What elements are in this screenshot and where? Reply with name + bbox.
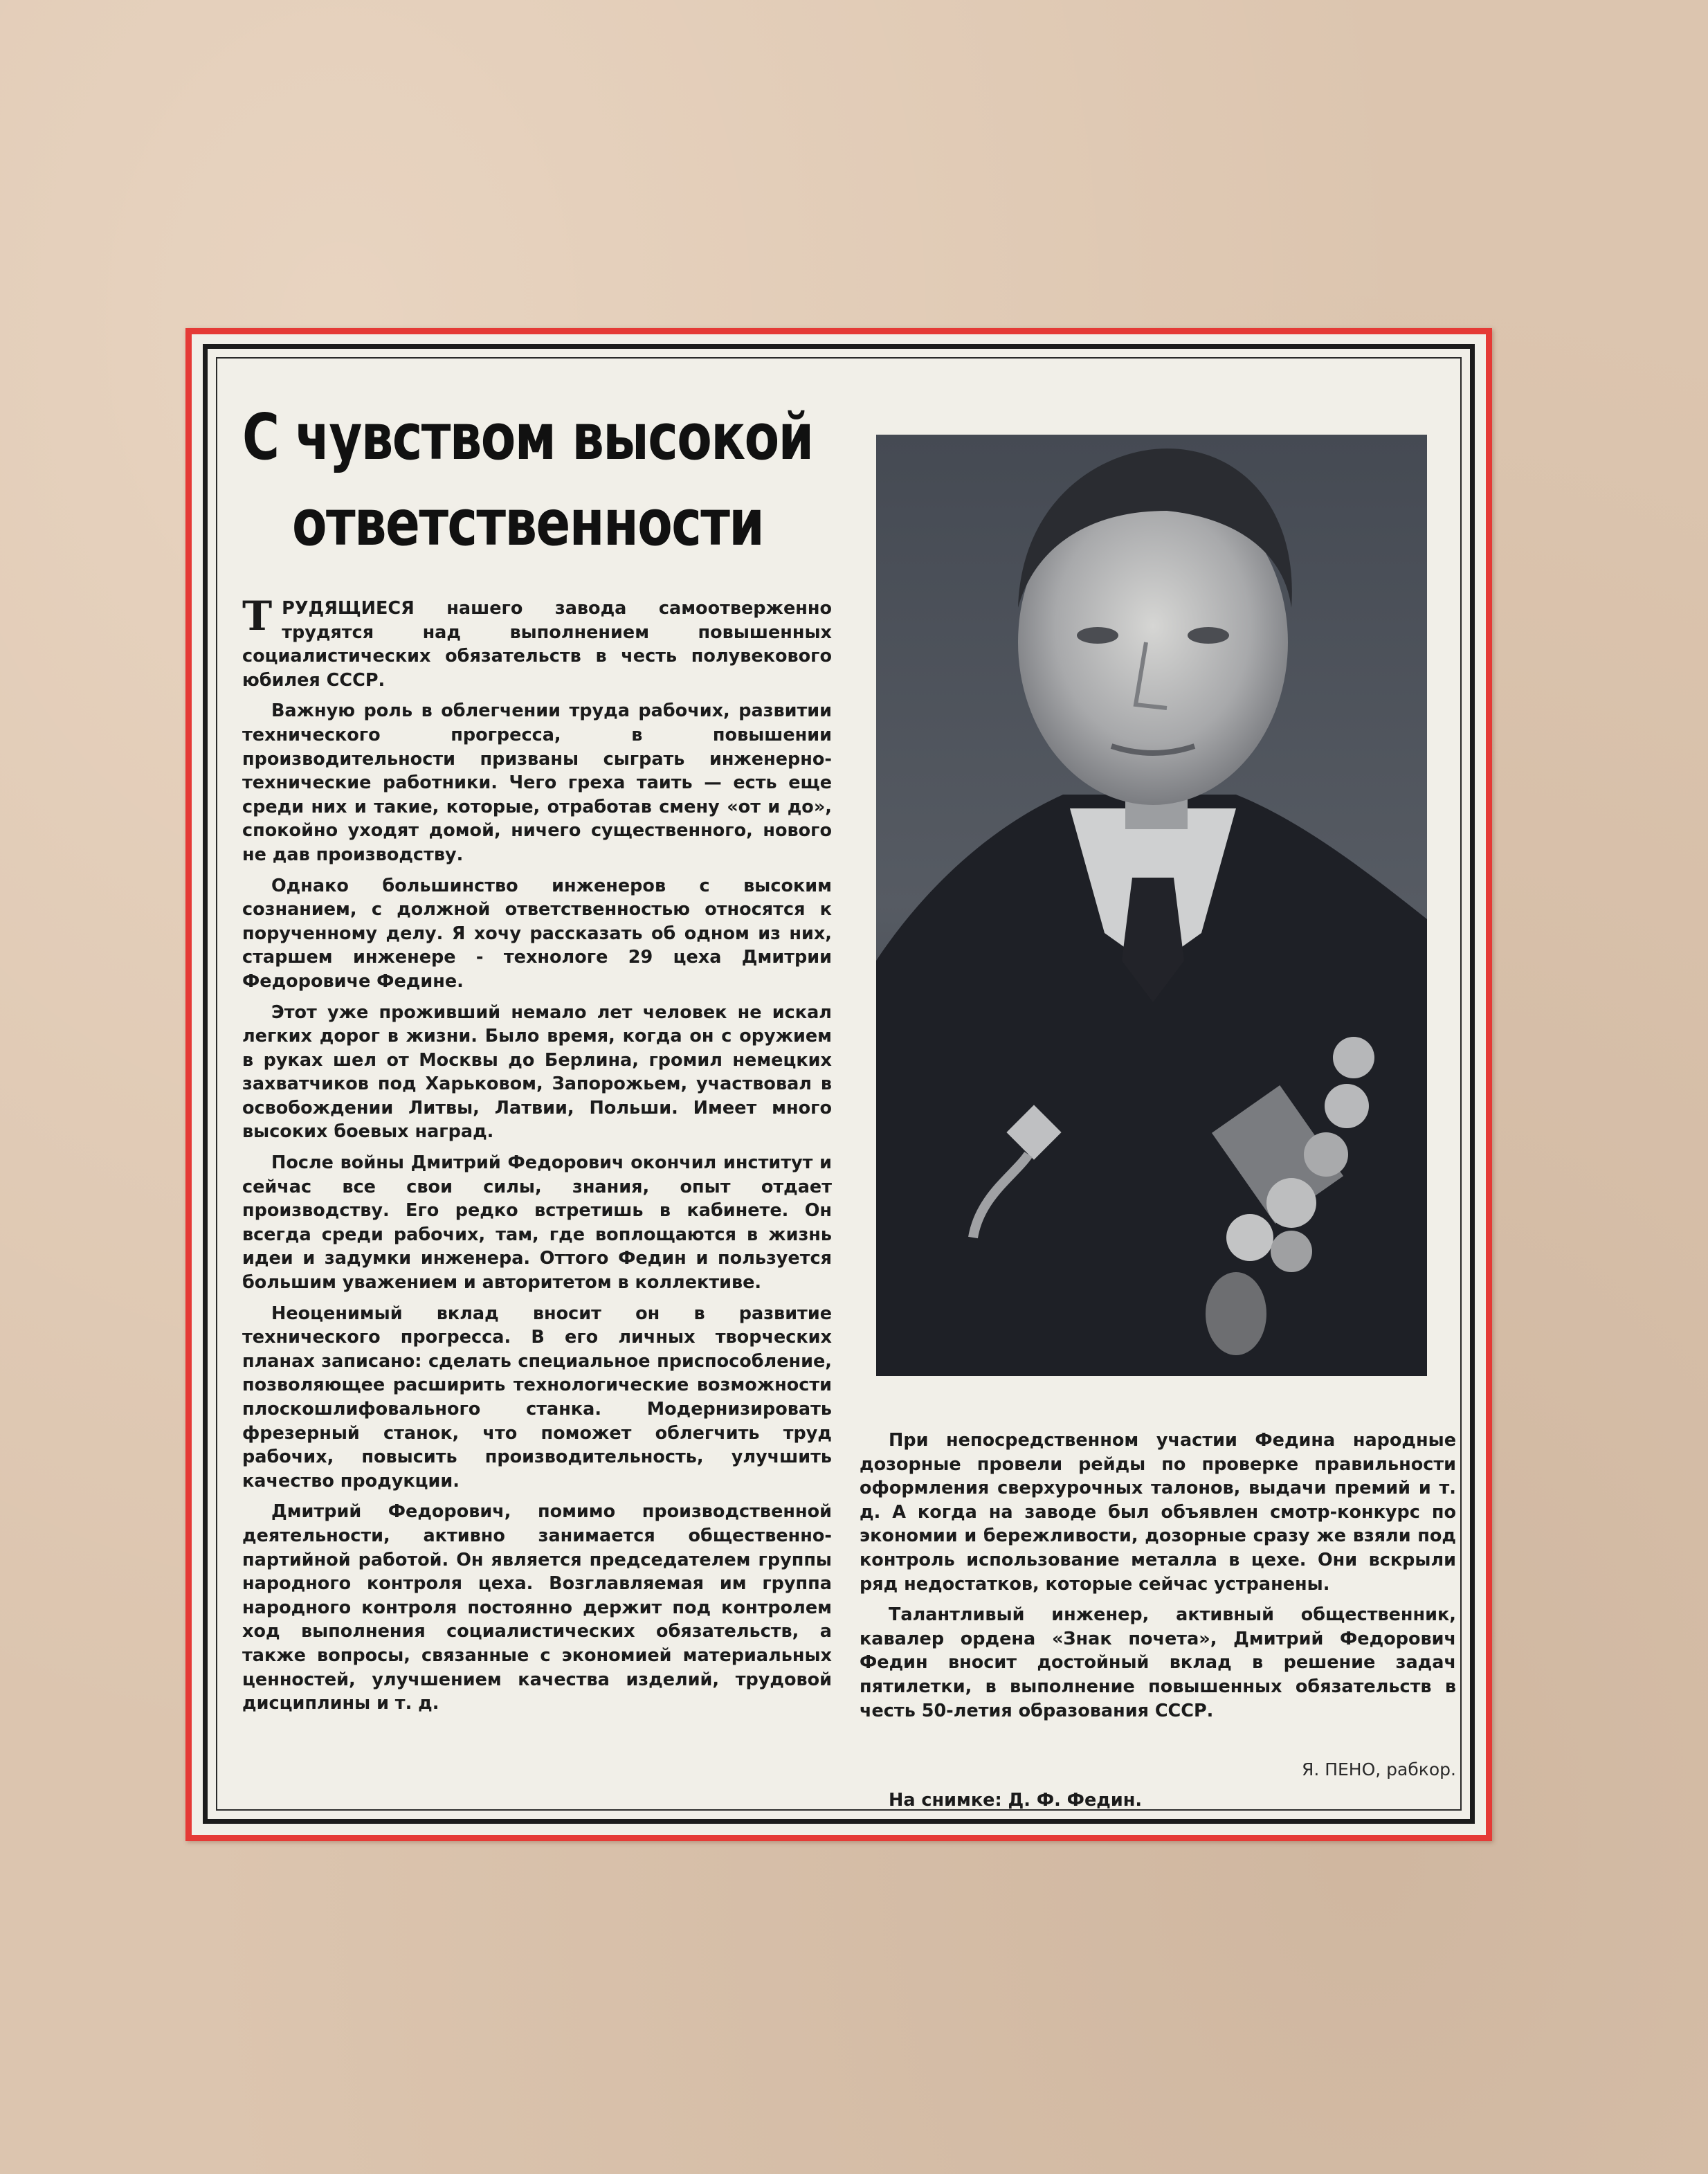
paragraph-4: Этот уже проживший немало лет человек не искал легких дорог в жизни. Было время, когда он с оружием в руках шел от Москвы до Берлина, громил немецких захватчиков под Харьковом, Запорожьем, участвовал в освобождении Литвы, Латвии, Польши. Имеет много высоких боевых наград. [242,1002,832,1143]
headline-line-2: ответственности [292,486,764,560]
paragraph-2: Важную роль в облегчении труда рабочих, развитии технического прогресса, в повышении производительности призваны сыграть инженерно-технические работники. Чего греха таить — есть еще среди них и такие, которые, отработав смену «от и до», спокойно уходят домой, ничего существенного, нового не дав производству. [242,700,832,865]
paragraph-7: Дмитрий Федорович, помимо производственной деятельности, активно занимается общественно-партийной работой. Он является председателем группы народного контроля цеха. Возглавляемая им группа народного контроля постоянно держит под контролем ход выполнения социалистических обязательств, а также вопросы, связанные с экономией материальных ценностей, улучшением качества изделий, трудовой дисциплины и т. д. [242,1501,832,1714]
paragraph-1-text: РУДЯЩИЕСЯ нашего завода самоотверженно трудятся над выполнением повышенных социалистических обязательств в честь полувекового юбилея СССР. [242,598,832,691]
photo-caption: На снимке: Д. Ф. Федин. [889,1790,1143,1811]
paragraph-6: Неоценимый вклад вносит он в развитие технического прогресса. В его личных творческих планах записано: сделать специальное приспособление, позволяющее расширить технологические возможности плоскошлифовального станка. Модернизировать фрезерный станок, что поможет облегчить труд рабочих, повысить производительность, улучшить качество продукции. [242,1303,832,1492]
headline-line-1: С чувством высокой [242,400,813,474]
paragraph-1 [242,592,832,692]
paragraph-9: Талантливый инженер, активный общественник, кавалер ордена «Знак почета», Дмитрий Федорович Федин вносит достойный вклад в решение задач пятилетки, в выполнение повышенных обязательств в честь 50-летия образования СССР. [860,1604,1456,1721]
portrait-photo-image [876,435,1427,1376]
article-column-right [860,1429,1456,1730]
clipping-frame [203,344,1475,1824]
clipping-inner-frame [216,357,1462,1811]
author-signature: Я. ПЕНО, рабкор. [1301,1759,1456,1779]
portrait-photo [876,435,1427,1376]
paragraph-3: Однако большинство инженеров с высоким сознанием, с должной ответственностью относятся к порученному делу. Я хочу рассказать об одном из них, старшем инженере - технологе 29 цеха Дмитрии Федоровиче Федине. [242,875,832,992]
newspaper-clipping [185,328,1492,1841]
paragraph-5: После войны Дмитрий Федорович окончил институт и сейчас все свои силы, знания, опыт отдает производству. Его редко встретишь в кабинете. Он всегда среди рабочих, там, где воплощаются в жизнь идеи и задумки инженера. Оттого Федин и пользуется большим уважением и авторитетом в коллективе. [242,1152,832,1294]
article-column-left [242,592,832,1723]
article-headline [242,395,813,566]
paragraph-8: При непосредственном участии Федина народные дозорные провели рейды по проверке правильности оформления сверхурочных талонов, выдачи премий и т. д. А когда на заводе был объявлен смотр-конкурс по экономии и бережливости, дозорные сразу же взяли под контроль использование металла в цехе. Они вскрыли ряд недостатков, которые сейчас устранены. [860,1430,1456,1595]
drop-cap: Т [242,592,273,640]
